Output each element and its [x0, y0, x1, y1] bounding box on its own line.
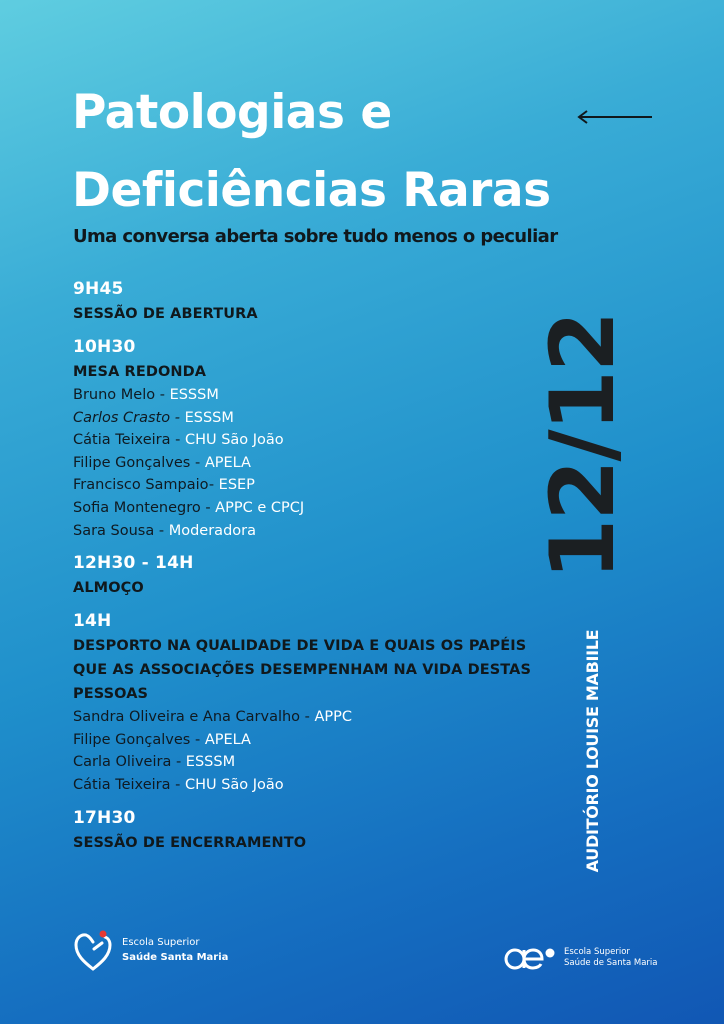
session-time: 14H	[73, 611, 112, 632]
speaker-organization: ESSSM	[169, 387, 219, 403]
event-title	[72, 74, 551, 230]
speaker-name: Cátia Teixeira	[73, 776, 171, 793]
speaker-item	[73, 429, 533, 452]
speaker-item	[73, 520, 533, 543]
session-heading: DESPORTO NA QUALIDADE DE VIDA E QUAIS OS PAPÉIS QUE AS ASSOCIAÇÕES DESEMPENHAM NA VIDA DESTAS PESSOAS	[73, 638, 532, 703]
event-date: 12/12	[531, 312, 634, 580]
speaker-organization: ESEP	[218, 477, 255, 494]
session-heading: ALMOÇO	[73, 580, 144, 597]
speaker-separator: -	[154, 522, 169, 539]
speaker-separator: -	[170, 432, 185, 449]
speaker-name: Filipe Gonçalves	[73, 454, 191, 471]
event-subtitle: Uma conversa aberta sobre tudo menos o peculiar	[73, 226, 558, 247]
speaker-item	[73, 706, 533, 729]
speaker-organization: CHU São João	[184, 432, 284, 449]
speaker-name: Sandra Oliveira e Ana Carvalho	[73, 709, 301, 726]
session-heading: MESA REDONDA	[73, 364, 207, 380]
logo-left-line-2: Saúde Santa Maria	[122, 952, 229, 963]
speaker-separator: -	[155, 387, 170, 403]
speaker-name: Carla Oliveira	[73, 754, 172, 771]
session-time: 10H30	[73, 337, 136, 357]
speaker-name: Sofia Montenegro	[73, 499, 201, 516]
session-heading: SESSÃO DE ABERTURA	[73, 306, 258, 322]
speaker-separator: -	[190, 731, 205, 748]
speaker-name: Bruno Melo	[73, 387, 156, 403]
schedule-session	[73, 334, 533, 542]
speaker-separator: -	[170, 776, 185, 793]
logo-left-line-1: Escola Superior	[122, 937, 200, 948]
speaker-item	[73, 384, 533, 407]
speaker-name: Filipe Gonçalves	[73, 731, 191, 748]
speaker-organization: APPC	[314, 709, 353, 726]
schedule-session	[73, 608, 533, 796]
title-line-1: Patologias e	[72, 85, 392, 140]
logo-right-line-1: Escola Superior	[564, 947, 630, 957]
logo-right-line-2: Saúde de Santa Maria	[564, 958, 658, 968]
ae-ligature-logo	[502, 942, 558, 974]
session-time: 17H30	[73, 807, 136, 828]
speaker-organization: CHU São João	[184, 776, 284, 793]
speaker-name: Carlos Crasto	[73, 409, 171, 426]
heart-figure-logo	[72, 928, 116, 972]
speaker-separator: -	[200, 499, 216, 516]
school-logo-left	[72, 928, 228, 972]
speaker-organization: Moderadora	[168, 522, 256, 539]
speaker-organization: APELA	[204, 731, 251, 748]
speaker-organization: ESSSM	[184, 409, 234, 426]
speaker-item	[73, 452, 533, 475]
speaker-name: Sara Sousa	[73, 522, 155, 539]
speaker-list	[73, 384, 533, 542]
school-logo-right	[502, 942, 658, 974]
title-line-2: Deficiências Raras	[72, 163, 551, 218]
schedule-session	[73, 276, 533, 326]
speaker-item	[73, 774, 533, 797]
speaker-list	[73, 706, 533, 796]
speaker-organization: APPC e CPCJ	[215, 499, 305, 516]
speaker-name: Francisco Sampaio	[73, 477, 209, 494]
speaker-separator: -	[300, 709, 315, 726]
speaker-separator: -	[170, 409, 185, 426]
speaker-organization: APELA	[204, 454, 251, 471]
speaker-separator: -	[208, 477, 219, 494]
speaker-item	[73, 407, 533, 430]
speaker-separator: -	[171, 754, 186, 771]
speaker-item	[73, 751, 533, 774]
event-venue: AUDITÓRIO LOUISE MABIILE	[583, 629, 602, 873]
session-heading: SESSÃO DE ENCERRAMENTO	[73, 834, 307, 851]
left-arrow-icon	[576, 109, 654, 125]
schedule	[73, 276, 533, 863]
schedule-session	[73, 805, 533, 855]
session-time: 12H30 - 14H	[73, 553, 194, 574]
speaker-item	[73, 497, 533, 520]
session-time: 9H45	[73, 279, 124, 299]
speaker-organization: ESSSM	[185, 754, 236, 771]
speaker-item	[73, 729, 533, 752]
schedule-session	[73, 550, 533, 600]
speaker-item	[73, 474, 533, 497]
speaker-separator: -	[190, 454, 205, 471]
speaker-name: Cátia Teixeira	[73, 432, 171, 449]
